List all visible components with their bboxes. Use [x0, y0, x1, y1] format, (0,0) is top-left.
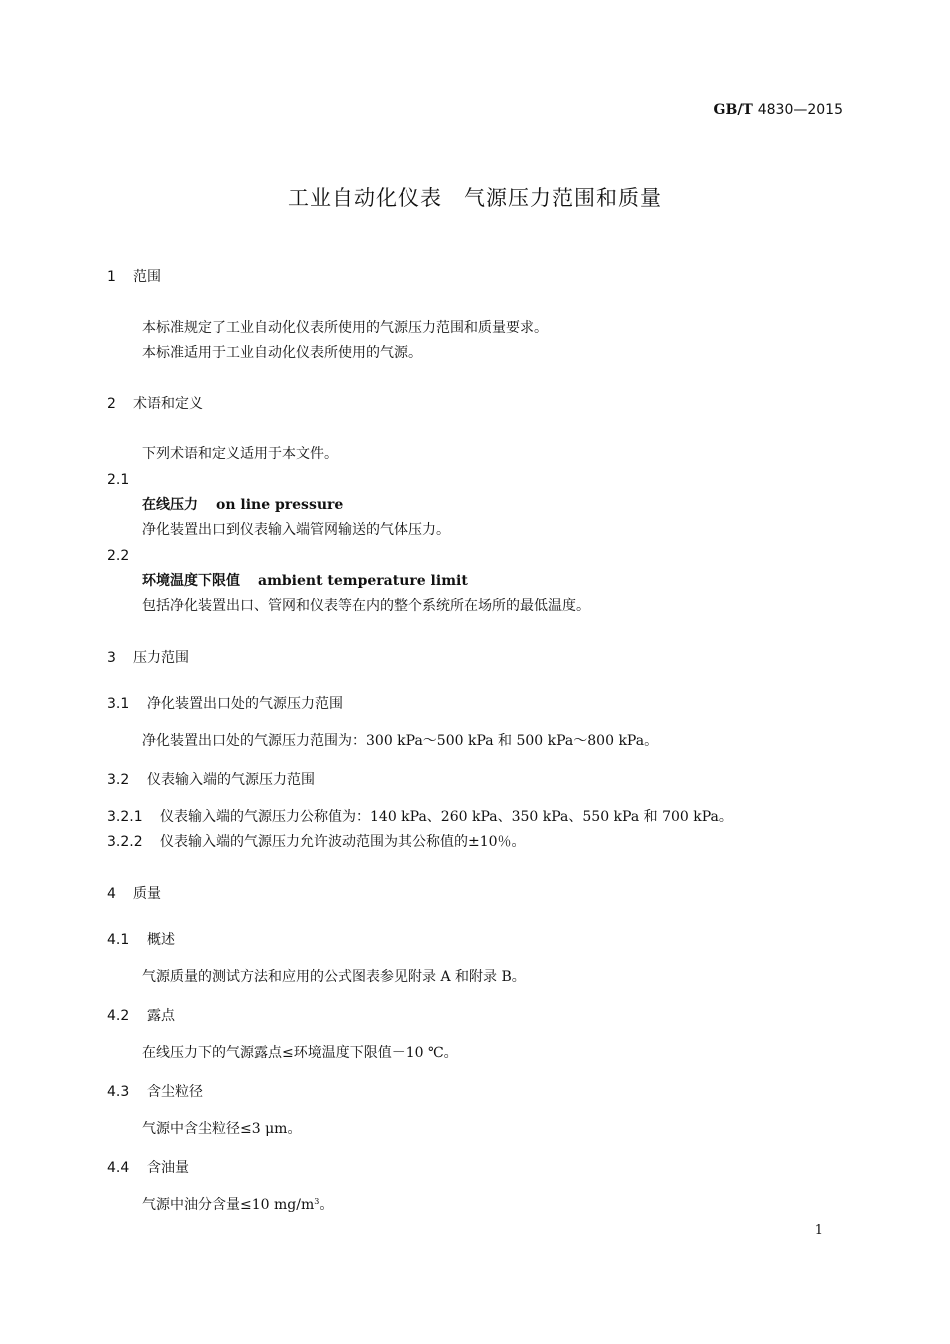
section-title: 净化装置出口处的气源压力范围: [147, 696, 343, 712]
subsection-4-3-heading: [107, 1084, 203, 1100]
section-number: 4.2: [107, 1008, 130, 1024]
punctuation: 。: [319, 1197, 334, 1213]
term-en: on line pressure: [216, 497, 344, 513]
clause-text: 仪表输入端的气源压力公称值为：140 kPa、260 kPa、350 kPa、550 kPa 和 700 kPa。: [160, 809, 733, 825]
oil-content-text: 气源中油分含量≤10 mg/m: [142, 1197, 315, 1213]
paragraph: 本标准规定了工业自动化仪表所使用的气源压力范围和质量要求。: [142, 320, 548, 336]
term-entry: [142, 497, 343, 513]
term-number: 2.1: [107, 472, 130, 488]
section-title: 范围: [133, 269, 161, 285]
section-2-heading: [107, 396, 203, 412]
section-number: 2: [107, 396, 116, 412]
section-title: 仪表输入端的气源压力范围: [147, 772, 315, 788]
paragraph: 气源中含尘粒径≤3 μm。: [142, 1121, 302, 1137]
section-title: 含尘粒径: [147, 1084, 203, 1100]
paragraph: 在线压力下的气源露点≤环境温度下限值－10 ℃。: [142, 1045, 458, 1061]
paragraph: 气源质量的测试方法和应用的公式图表参见附录 A 和附录 B。: [142, 969, 526, 985]
section-number: 4: [107, 886, 116, 902]
standard-code: [714, 102, 843, 118]
clause-3-2-1: [107, 809, 733, 825]
section-number: 4.4: [107, 1160, 130, 1176]
subsection-3-1-heading: [107, 696, 343, 712]
section-title: 术语和定义: [133, 396, 203, 412]
section-number: 4.3: [107, 1084, 130, 1100]
paragraph: 本标准适用于工业自动化仪表所使用的气源。: [142, 345, 422, 361]
section-4-heading: [107, 886, 161, 902]
clause-number: 3.2.2: [107, 834, 143, 850]
subsection-4-2-heading: [107, 1008, 175, 1024]
clause-text: 仪表输入端的气源压力允许波动范围为其公称值的±10％。: [160, 834, 526, 850]
term-definition: 包括净化装置出口、管网和仪表等在内的整个系统所在场所的最低温度。: [142, 598, 590, 614]
paragraph: 净化装置出口处的气源压力范围为：300 kPa～500 kPa 和 500 kPa～800 kPa。: [142, 733, 659, 749]
document-title: 工业自动化仪表 气源压力范围和质量: [288, 186, 662, 210]
term-number: 2.2: [107, 548, 130, 564]
superscript: 3: [314, 1197, 320, 1206]
section-title: 压力范围: [133, 650, 189, 666]
clause-number: 3.2.1: [107, 809, 143, 825]
subsection-4-1-heading: [107, 932, 175, 948]
page-number: 1: [814, 1223, 823, 1238]
term-zh: 在线压力: [142, 497, 198, 513]
paragraph: [142, 1197, 333, 1213]
standard-prefix: GB/T: [713, 102, 753, 118]
section-number: 1: [107, 269, 116, 285]
section-1-heading: [107, 269, 161, 285]
section-title: 含油量: [147, 1160, 189, 1176]
section-number: 3.1: [107, 696, 130, 712]
section-number: 3.2: [107, 772, 130, 788]
section-title: 露点: [147, 1008, 175, 1024]
subsection-3-2-heading: [107, 772, 315, 788]
subsection-4-4-heading: [107, 1160, 189, 1176]
section-title: 概述: [147, 932, 175, 948]
term-entry: [142, 573, 468, 589]
section-number: 4.1: [107, 932, 130, 948]
term-zh: 环境温度下限值: [142, 573, 240, 589]
section-title: 质量: [133, 886, 161, 902]
term-definition: 净化装置出口到仪表输入端管网输送的气体压力。: [142, 522, 450, 538]
term-en: ambient temperature limit: [258, 573, 468, 589]
paragraph: 下列术语和定义适用于本文件。: [142, 446, 338, 462]
clause-3-2-2: [107, 834, 526, 850]
section-3-heading: [107, 650, 189, 666]
section-number: 3: [107, 650, 116, 666]
standard-number: 4830—2015: [757, 102, 843, 118]
